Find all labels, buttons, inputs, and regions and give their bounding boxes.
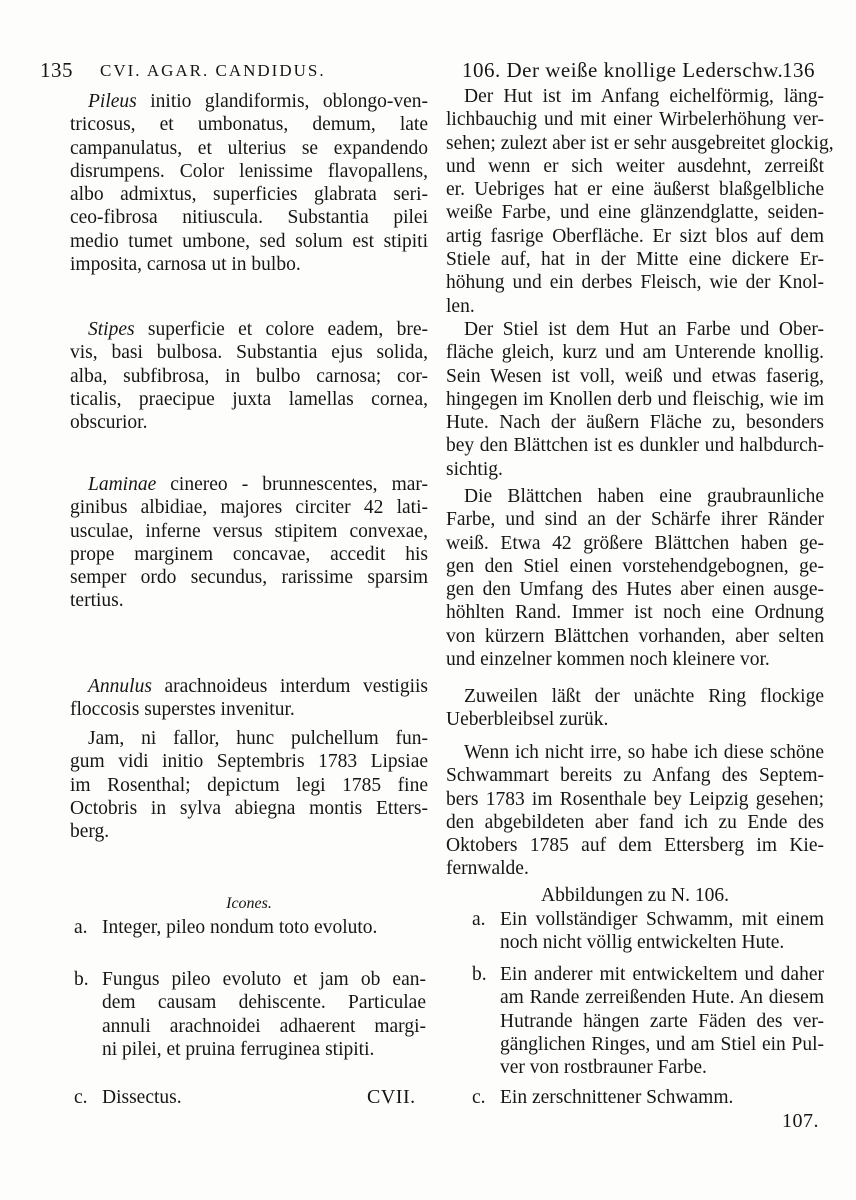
text-line: tertius. bbox=[70, 590, 124, 612]
text-line: disrumpens. Color lenissime flavopallens, bbox=[70, 160, 428, 182]
text-line: albo admixtus, superficies glabrata seri- bbox=[70, 184, 428, 206]
text-line: annuli arachnoidei adhaerent margi- bbox=[102, 1015, 426, 1037]
list-item-text bbox=[500, 1086, 824, 1109]
german-ring-paragraph bbox=[446, 685, 824, 732]
text-line: ver von rostbrauner Farbe. bbox=[500, 1057, 707, 1079]
text-line: gum vidi initio Septembris 1783 Lipsiae bbox=[70, 751, 428, 773]
text-line: Pileus initio glandiformis, oblongo-ven- bbox=[88, 91, 428, 112]
text-line: im Rosenthal; depictum legi 1785 fine bbox=[70, 774, 428, 796]
latin-annulus-paragraph bbox=[70, 675, 428, 722]
text-line: artig fasrige Oberfläche. Er sizt blos auf dem bbox=[446, 225, 824, 247]
section-term: Pileus bbox=[88, 91, 137, 112]
text-line: gänglichen Ringes, und am Stiel ein Pul- bbox=[500, 1033, 824, 1055]
text-line: und wenn er sich weiter ausdehnt, zerreißt bbox=[446, 155, 824, 177]
text-line: Hute. Nach der äußern Fläche zu, besonders bbox=[446, 412, 824, 434]
list-item-label: c. bbox=[74, 1087, 88, 1108]
text-line: weiß. Etwa 42 größere Blättchen haben ge- bbox=[446, 532, 824, 554]
signature-mark: CVII. bbox=[367, 1086, 416, 1108]
list-item-label: a. bbox=[472, 909, 486, 930]
text-line: sichtig. bbox=[446, 458, 503, 480]
german-hut-paragraph bbox=[446, 85, 834, 318]
list-item-label: c. bbox=[472, 1087, 486, 1108]
text-line: gen den Umfang des Hutes aber einen ausge- bbox=[446, 579, 824, 601]
german-blaettchen-paragraph bbox=[446, 485, 824, 671]
text-line: Schwammart bereits zu Anfang des Septem- bbox=[446, 765, 824, 787]
text-line: Jam, ni fallor, hunc pulchellum fun- bbox=[88, 728, 428, 749]
text-line: ticalis, praecipue juxta lamellas cornea, bbox=[70, 388, 428, 410]
text-line: er. Uebriges hat er eine äußerst blaßgelbliche bbox=[446, 179, 824, 201]
text-line: Der Stiel ist dem Hut an Farbe und Ober- bbox=[464, 319, 824, 340]
text-line: ni pilei, et pruina ferruginea stipiti. bbox=[102, 1038, 375, 1060]
text-line: und einzelner kommen noch kleinere vor. bbox=[446, 649, 770, 671]
section-term: Annulus bbox=[88, 676, 152, 697]
icones-heading: Icones. bbox=[226, 895, 272, 912]
german-fundort-paragraph bbox=[446, 741, 824, 881]
text-line: ceo-fibrosa nitiuscula. Substantia pilei bbox=[70, 207, 428, 229]
text-line: Laminae cinereo - brunnescentes, mar- bbox=[88, 474, 428, 495]
left-running-title: CVI. AGAR. CANDIDUS. bbox=[100, 61, 326, 80]
text-line: sehen; zulezt aber ist er sehr ausgebreitet glockig, bbox=[446, 132, 834, 154]
text-line: Ein zerschnittener Schwamm. bbox=[500, 1087, 734, 1108]
text-line: Oktobers 1785 auf dem Ettersberg im Kie- bbox=[446, 835, 824, 857]
text-line: Octobris in sylva abiegna montis Etters- bbox=[70, 797, 428, 819]
text-line: höhung und ein derbes Fleisch, wie der Knol- bbox=[446, 272, 824, 294]
text-line: hingegen im Knollen derb und fleischig, wie im bbox=[446, 388, 824, 410]
list-item-label: b. bbox=[472, 964, 487, 985]
text-line: Stiele auf, hat in der Mitte eine dickere Er- bbox=[446, 249, 824, 271]
list-item-text bbox=[102, 968, 426, 1061]
latin-pileus-paragraph bbox=[70, 90, 428, 276]
text-line: weiße Farbe, und eine glänzendglatte, seiden- bbox=[446, 202, 824, 224]
text-line: noch nicht völlig entwickelten Hute. bbox=[500, 932, 785, 954]
text-line: den abgebildeten aber fand ich zu Ende des bbox=[446, 811, 824, 833]
text-line: len. bbox=[446, 295, 475, 317]
text-line: Farbe, und sind an der Schärfe ihrer Ränder bbox=[446, 509, 824, 531]
text-line: Ein vollständiger Schwamm, mit einem bbox=[500, 909, 824, 930]
text-line: Der Hut ist im Anfang eichelförmig, läng- bbox=[464, 86, 824, 107]
latin-stipes-paragraph bbox=[70, 318, 428, 434]
latin-observation-paragraph bbox=[70, 727, 428, 843]
text-line: Wenn ich nicht irre, so habe ich diese schöne bbox=[464, 742, 824, 763]
text-line: bey den Blättchen ist es dunkler und halbdurch- bbox=[446, 435, 824, 457]
text-line: medio tumet umbone, sed solum est stipiti bbox=[70, 230, 428, 252]
right-running-title: 106. Der weiße knollige Lederschw. bbox=[462, 58, 784, 82]
text-line: Integer, pileo nondum toto evoluto. bbox=[102, 917, 378, 938]
text-line: gen den Stiel einen vorstehendgebognen, ge- bbox=[446, 555, 824, 577]
text-line: Dissectus. bbox=[102, 1087, 182, 1108]
left-page-number: 135 bbox=[40, 58, 73, 82]
text-line: lichbauchig und mit einer Wirbelerhöhung ver- bbox=[446, 109, 824, 131]
text-line: Stipes superficie et colore eadem, bre- bbox=[88, 319, 428, 340]
text-line: ginibus albidiae, majores circiter 42 lati- bbox=[70, 497, 428, 519]
text-line: Sein Wesen ist voll, weiß und etwas faserig, bbox=[446, 365, 824, 387]
list-item-text bbox=[500, 908, 824, 955]
text-line: Ueberbleibsel zurük. bbox=[446, 709, 609, 731]
text-line: fläche gleich, kurz und am Unterende knollig. bbox=[446, 342, 824, 364]
abbildungen-heading: Abbildungen zu N. 106. bbox=[541, 885, 729, 906]
text-line: vis, basi bulbosa. Substantia ejus solida, bbox=[70, 342, 428, 364]
text-line: bers 1783 im Rosenthale bey Leipzig gesehen; bbox=[446, 788, 824, 810]
german-stiel-paragraph bbox=[446, 318, 824, 481]
list-item-label: a. bbox=[74, 917, 88, 938]
text-line: semper ordo secundus, rarissime sparsim bbox=[70, 567, 428, 589]
section-term: Laminae bbox=[88, 474, 157, 495]
right-page-number: 136 bbox=[782, 58, 815, 82]
text-line: usculae, inferne versus stipitem convexae, bbox=[70, 520, 428, 542]
text-line: höhlten Rand. Immer ist noch eine Ordnung bbox=[446, 602, 824, 624]
text-line: Fungus pileo evoluto et jam ob ean- bbox=[102, 969, 426, 990]
text-line: von kürzern Blättchen vorhanden, aber selten bbox=[446, 625, 824, 647]
list-item-text bbox=[102, 916, 426, 939]
text-line: dem causam dehiscente. Particulae bbox=[102, 992, 426, 1014]
text-line: Zuweilen läßt der unächte Ring flockige bbox=[464, 686, 824, 707]
catchword: 107. bbox=[782, 1110, 819, 1132]
text-line: floccosis superstes invenitur. bbox=[70, 699, 295, 721]
text-line: am Rande zerreißenden Hute. An diesem bbox=[500, 987, 824, 1009]
text-line: imposita, carnosa ut in bulbo. bbox=[70, 254, 301, 276]
text-line: berg. bbox=[70, 821, 110, 843]
text-line: fernwalde. bbox=[446, 858, 529, 880]
list-item-text bbox=[500, 963, 824, 1079]
text-line: Hutrande hängen zarte Fäden des ver- bbox=[500, 1010, 824, 1032]
text-line: campanulatus, et ulterius se expandendo bbox=[70, 137, 428, 159]
text-line: tricosus, et umbonatus, demum, late bbox=[70, 114, 428, 136]
text-line: Ein anderer mit entwickeltem und daher bbox=[500, 964, 824, 985]
text-line: prope marginem concavae, accedit his bbox=[70, 543, 428, 565]
latin-laminae-paragraph bbox=[70, 473, 428, 613]
text-line: Die Blättchen haben eine graubraunliche bbox=[464, 486, 824, 507]
list-item-label: b. bbox=[74, 969, 89, 990]
section-term: Stipes bbox=[88, 319, 135, 340]
text-line: alba, subfibrosa, in bulbo carnosa; cor- bbox=[70, 365, 428, 387]
text-line: obscurior. bbox=[70, 412, 148, 434]
text-line: Annulus arachnoideus interdum vestigiis bbox=[88, 676, 428, 697]
